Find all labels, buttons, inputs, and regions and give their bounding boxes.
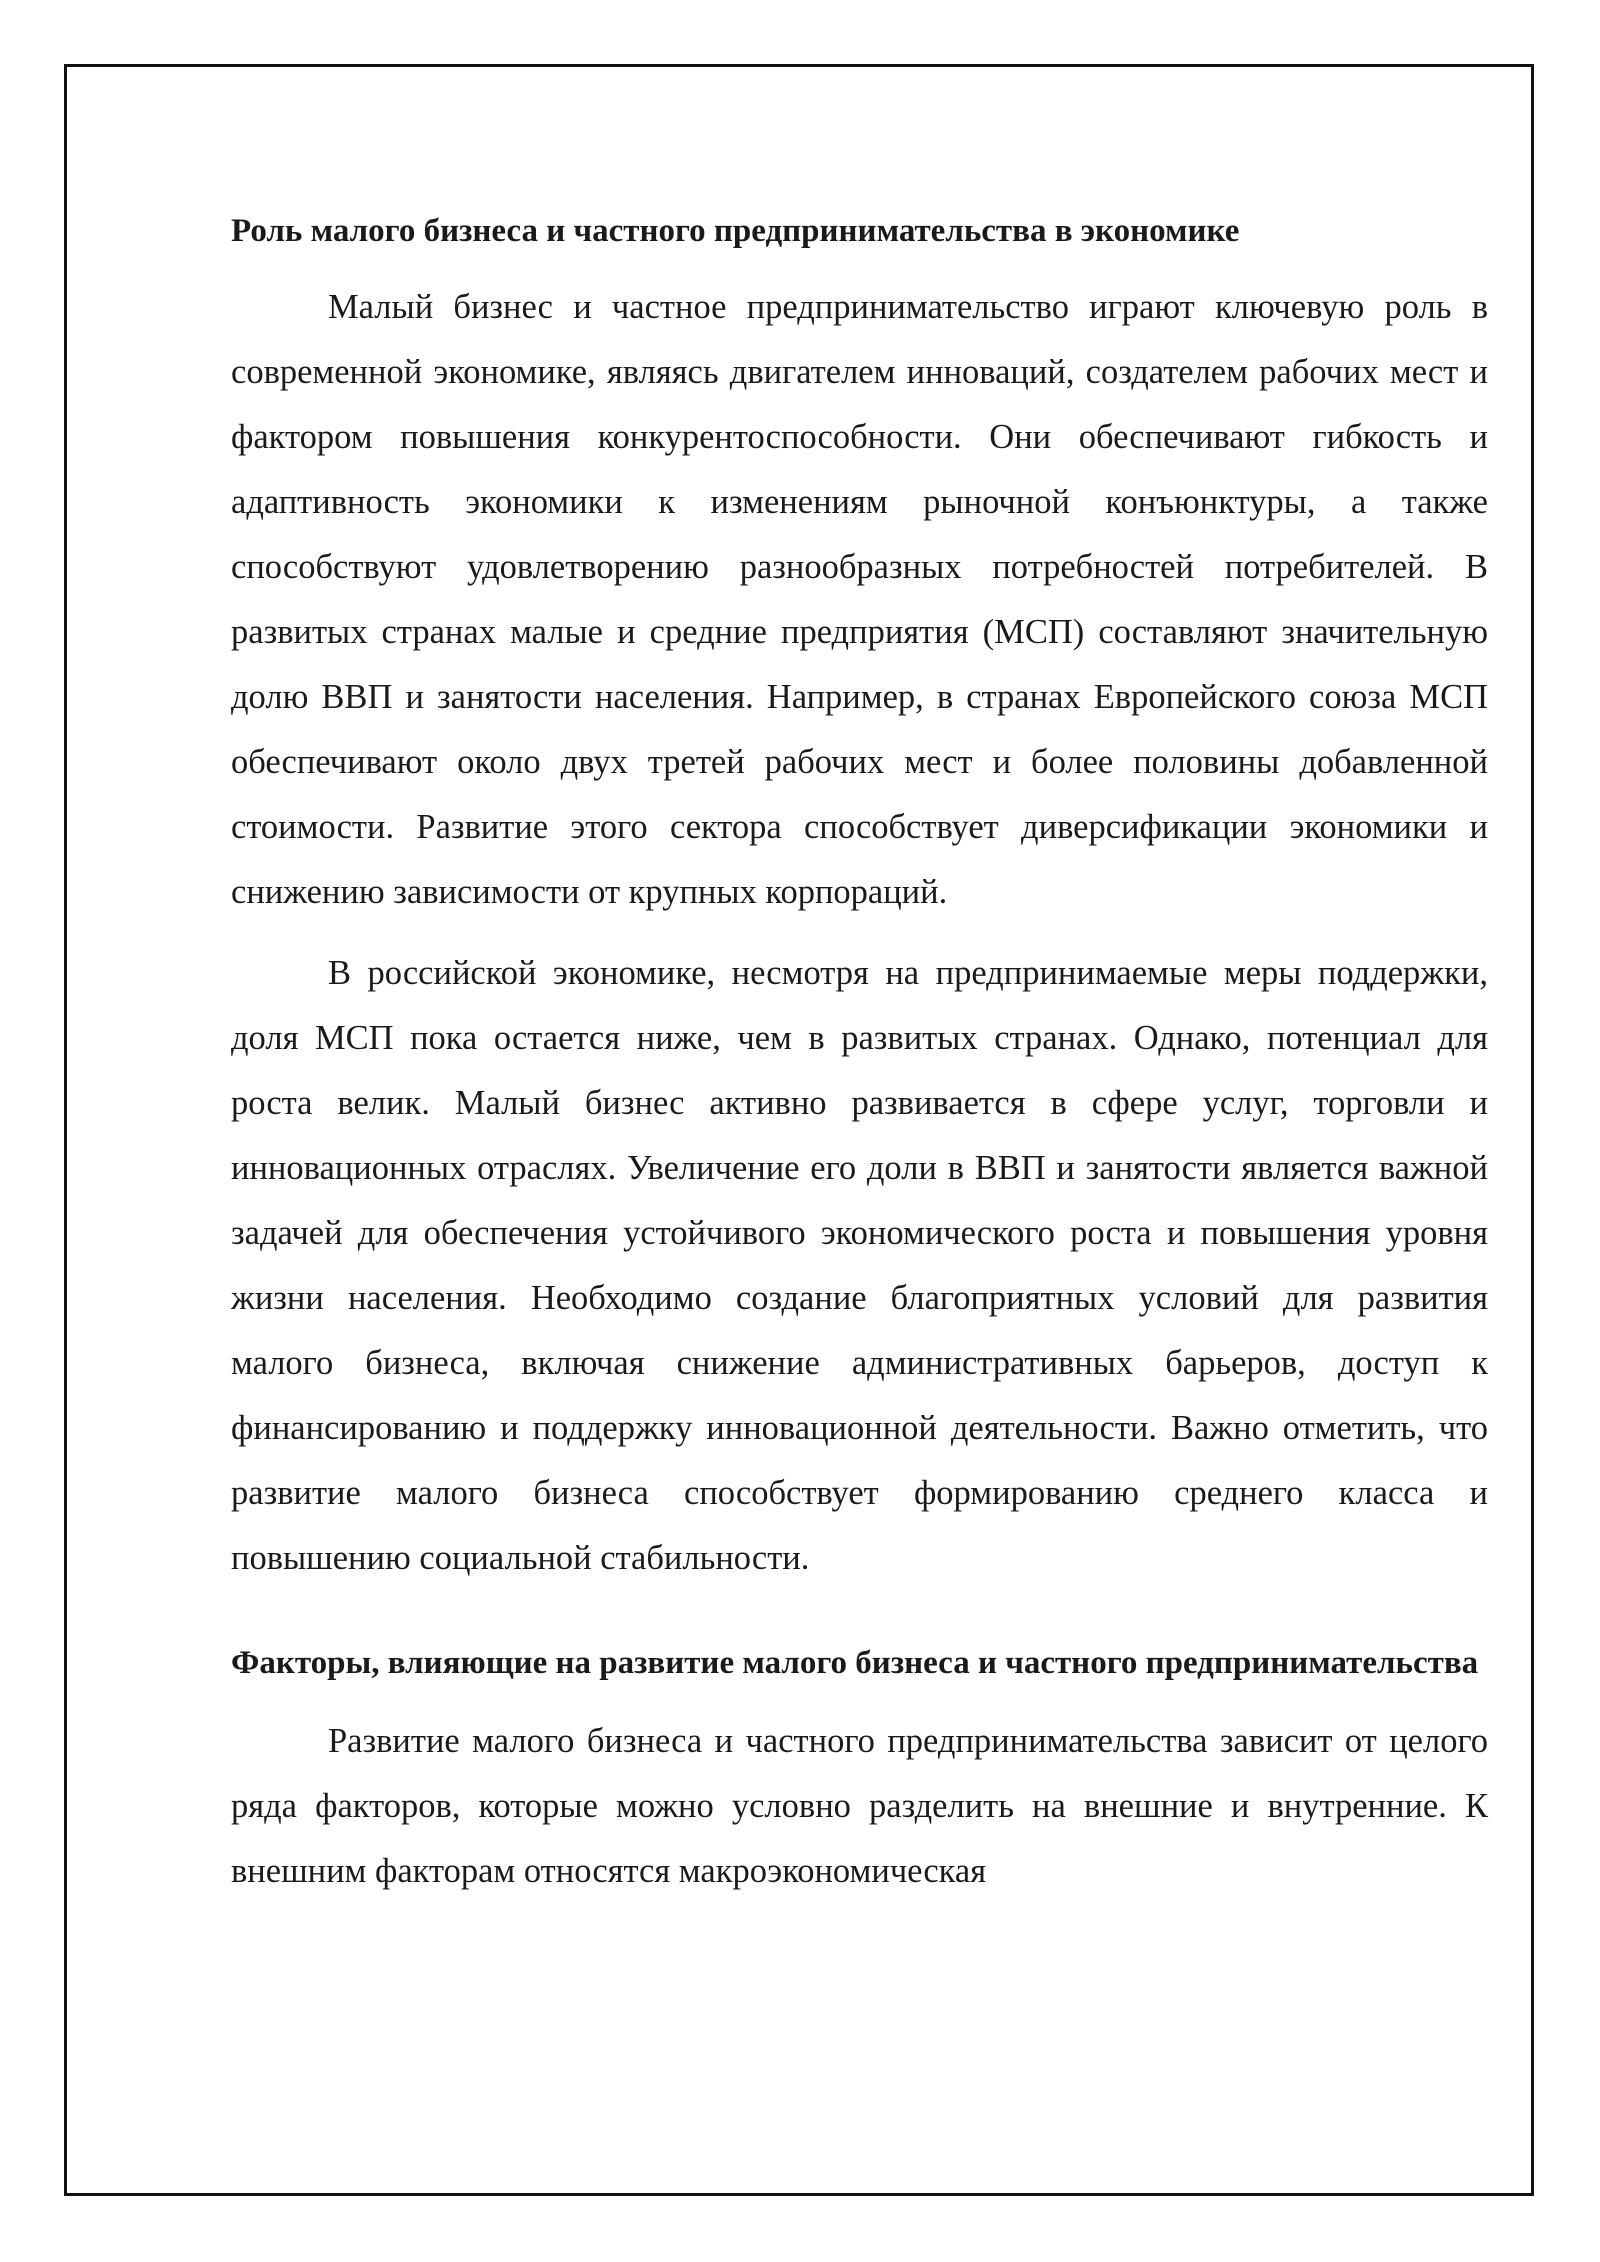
section-heading-role: Роль малого бизнеса и частного предпринимательства в экономике [231,213,1240,249]
document-body [231,207,1488,1904]
paragraph-2: В российской экономике, несмотря на предпринимаемые меры поддержки, доля МСП пока остается ниже, чем в развитых странах. Однако, потенциал для роста велик. Малый бизнес активно развивается в сфере услуг, торговли и инновационных отраслях. Увеличение его доли в ВВП и занятости является важной задачей для обеспечения устойчивого экономического роста и повышения уровня жизни населения. Необходимо создание благоприятных условий для развития малого бизнеса, включая снижение административных барьеров, доступ к финансированию и поддержку инновационной деятельности. Важно отметить, что развитие малого бизнеса способствует формированию среднего класса и повышению социальной стабильности. [231,954,1488,1577]
page-frame [64,64,1534,2196]
section-heading-factors: Факторы, влияющие на развитие малого бизнеса и частного предпринимательства [231,1645,1479,1681]
paragraph-1: Малый бизнес и частное предпринимательство играют ключевую роль в современной экономике, являясь двигателем инноваций, создателем рабочих мест и фактором повышения конкурентоспособности. Они обеспечивают гибкость и адаптивность экономики к изменениям рыночной конъюнктуры, а также способствуют удовлетворению разнообразных потребностей потребителей. В развитых странах малые и средние предприятия (МСП) составляют значительную долю ВВП и занятости населения. Например, в странах Европейского союза МСП обеспечивают около двух третей рабочих мест и более половины добавленной стоимости. Развитие этого сектора способствует диверсификации экономики и снижению зависимости от крупных корпораций. [231,288,1488,911]
paragraph-3: Развитие малого бизнеса и частного предпринимательства зависит от целого ряда факторов, которые можно условно разделить на внешние и внутренние. К внешним факторам относятся макроэкономическая [231,1722,1488,1890]
